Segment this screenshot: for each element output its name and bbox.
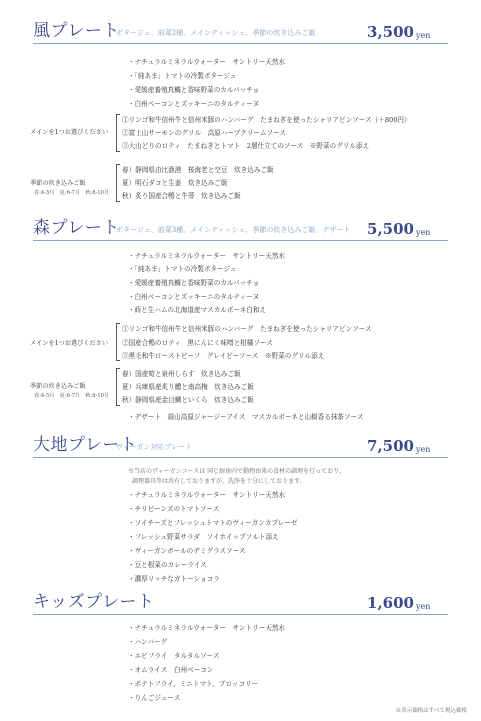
kids-item: ・エビフライ タルタルソース	[128, 652, 220, 660]
mori-main-option: ①リンゴ和牛信州牛と信州米豚のハンバーグ たまねぎを使ったシャリアピンソース	[122, 325, 372, 333]
kaze-rice-seasons: 春:4-5月 夏:6-7月 秋:8-10月	[34, 190, 110, 196]
kids-plate-unit: yen	[416, 602, 431, 611]
daichi-item: ・豆と根菜のカレーライス	[128, 561, 207, 569]
mori-plate-subtitle: ポタージュ、前菜3種、メインディッシュ、季節の炊き込みご飯、デザート	[116, 226, 351, 234]
kids-plate-price: 1,600	[367, 594, 414, 612]
tax-included-note: ※表示価格はすべて税込価格	[395, 708, 467, 714]
mori-main-option: ②国産合鴨のロティ 黒にんにく味噌と柑橘ソース	[122, 339, 273, 347]
mori-plate-price: 5,500	[367, 220, 414, 238]
kids-item: ・ナチュラルミネラルウォーター サントリー天然水	[128, 624, 286, 632]
mori-rice-option: 夏）兵庫県産炙り鱧と南高梅 炊き込みご飯	[122, 383, 254, 391]
kids-item: ・オムライス 白州ベーコン	[128, 666, 214, 674]
mori-plate-rule	[33, 240, 448, 241]
kaze-rice-option: 秋）炙り国産合鴨と牛蒡 炊き込みご飯	[122, 192, 241, 200]
mori-rice-label: 季節の炊き込みご飯	[30, 383, 86, 390]
daichi-item: ・ナチュラルミネラルウォーター サントリー天然水	[128, 491, 286, 499]
kaze-item: ・ナチュラルミネラルウォーター サントリー天然水	[128, 58, 286, 66]
kids-item: ・りんごジュース	[128, 694, 181, 702]
mori-main-bracket	[116, 323, 120, 361]
kaze-plate-header	[0, 14, 481, 44]
mori-plate-title: 森プレート	[33, 218, 120, 238]
kaze-item: ・白州ベーコンとズッキーニのタルティーヌ	[128, 100, 260, 108]
kaze-item: ・愛媛産養殖真鯛と香味野菜のカルパッチョ	[128, 86, 260, 94]
kaze-main-label: メインを1つお選びください	[30, 129, 109, 136]
daichi-item: ・チリビーンズのトマトソース	[128, 505, 220, 513]
kaze-main-option: ③大山どりのロティ たまねぎとトマト 2層仕立てのソース ※野菜のグリル添え	[122, 142, 370, 150]
daichi-plate-subtitle: ヴィーガン対応プレート	[116, 443, 193, 451]
daichi-vegan-note: 調理器具等は共有しておりますが、洗浄を十分にしております。	[132, 478, 306, 485]
kaze-plate-rule	[33, 43, 448, 44]
daichi-item: ・ヴィーガンボールのデミグラスソース	[128, 547, 246, 555]
daichi-plate-rule	[33, 457, 448, 458]
kids-plate-rule	[33, 614, 448, 615]
daichi-vegan-note: ※当店のヴィーガンコースは 同じ厨房内で動物由来の食材の調理を行っており、	[128, 468, 346, 475]
kaze-main-option: ②富士山サーモンのグリル 高原ハーブクリームソース	[122, 129, 286, 137]
kids-item: ・ハンバーグ	[128, 638, 168, 646]
mori-rice-seasons: 春:4-5月 夏:6-7月 秋:8-10月	[34, 393, 110, 399]
daichi-item: ・フレッシュ野菜サラダ ソイホイップソルト添え	[128, 533, 279, 541]
kaze-item: ・「純あま」トマトの冷製ポタージュ	[128, 72, 237, 80]
kaze-main-bracket	[116, 114, 120, 152]
mori-item: ・「純あま」トマトの冷製ポタージュ	[128, 265, 237, 273]
daichi-plate-title: 大地プレート	[33, 435, 138, 455]
mori-item: ・蒔と生ハムの北海道産マスカルポーネ白和え	[128, 306, 267, 314]
mori-rice-option: 秋）静岡県産金目鯛といくら 炊き込みご飯	[122, 396, 254, 404]
kaze-plate-subtitle: ポタージュ、前菜2種、メインディッシュ、季節の炊き込みご飯	[116, 29, 316, 37]
mori-dessert: ・デザート 蒜山高原ジャージーアイス マスカルポーネと山椒香る抹茶ソース	[128, 413, 364, 421]
kids-plate-title: キッズプレート	[33, 592, 155, 612]
kaze-rice-bracket	[116, 164, 120, 202]
kaze-main-option: ①リンゴ和牛信州牛と信州米豚のハンバーグ たまねぎを使ったシャリアピンソース（＋800円）	[122, 116, 411, 124]
kids-item: ・ポテトフライ、ミニトマト、ブロッコリー	[128, 680, 259, 688]
mori-plate-header	[0, 211, 481, 241]
kaze-plate-unit: yen	[416, 31, 431, 40]
kaze-rice-option: 夏）明石ダコと生姜 炊き込みご飯	[122, 179, 228, 187]
mori-main-option: ③黒毛和牛ローストビーフ グレイビーソース ※野菜のグリル添え	[122, 352, 325, 360]
mori-rice-option: 春）国産筍と泉州しらす 炊き込みご飯	[122, 370, 241, 378]
mori-plate-unit: yen	[416, 228, 431, 237]
mori-item: ・愛媛産養殖真鯛と香味野菜のカルパッチョ	[128, 279, 260, 287]
mori-item: ・白州ベーコンとズッキーニのタルティーヌ	[128, 293, 260, 301]
daichi-plate-unit: yen	[416, 445, 431, 454]
kids-plate-header	[0, 585, 481, 615]
daichi-item: ・ソイチーズとフレッシュトマトのヴィーガンカプレーゼ	[128, 519, 298, 527]
kaze-plate-price: 3,500	[367, 23, 414, 41]
kaze-rice-option: 春）静岡県由比漁港 桜海老と空豆 炊き込みご飯	[122, 166, 274, 174]
mori-main-label: メインを1つお選びください	[30, 340, 109, 347]
mori-item: ・ナチュラルミネラルウォーター サントリー天然水	[128, 252, 286, 260]
daichi-item: ・濃厚リッチなガトーショコラ	[128, 575, 220, 583]
daichi-plate-header	[0, 428, 481, 458]
kaze-rice-label: 季節の炊き込みご飯	[30, 180, 86, 187]
kaze-plate-title: 風プレート	[33, 21, 120, 41]
mori-rice-bracket	[116, 368, 120, 406]
daichi-plate-price: 7,500	[367, 437, 414, 455]
